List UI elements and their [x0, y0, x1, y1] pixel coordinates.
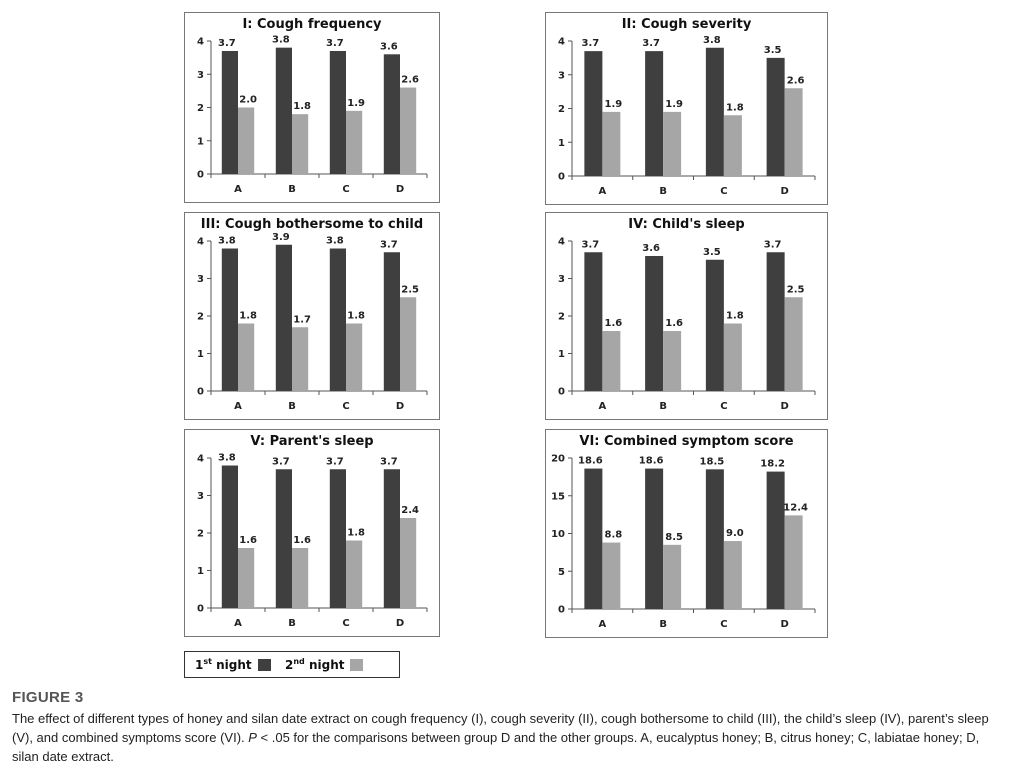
- bar-first-night: [384, 469, 400, 608]
- bar-second-night: [785, 515, 803, 609]
- data-label-first-night: 3.7: [326, 456, 344, 468]
- bar-first-night: [330, 469, 346, 608]
- bar-second-night: [724, 541, 742, 609]
- bar-second-night: [663, 112, 681, 176]
- y-tick-label: 2: [558, 104, 565, 115]
- y-tick-label: 2: [197, 311, 204, 323]
- data-label-first-night: 3.7: [763, 239, 782, 251]
- figure-caption-title: FIGURE 3: [12, 689, 84, 706]
- x-category-label: C: [342, 401, 350, 412]
- y-tick-label: 3: [558, 70, 565, 82]
- x-category-label: D: [395, 401, 405, 412]
- bar-first-night: [584, 51, 602, 176]
- bar-first-night: [276, 245, 292, 391]
- bar-first-night: [276, 48, 292, 174]
- x-category-label: B: [288, 618, 296, 629]
- y-tick-label: 4: [558, 36, 565, 48]
- y-tick-label: 0: [558, 171, 565, 183]
- x-category-label: C: [342, 618, 350, 629]
- data-label-first-night: 3.8: [703, 34, 721, 46]
- x-category-label: C: [720, 186, 728, 197]
- bar-chart-svg: [185, 213, 441, 421]
- data-label-first-night: 3.6: [642, 243, 660, 254]
- bar-chart-svg: [546, 430, 829, 639]
- bar-first-night: [330, 249, 346, 392]
- chart-panel-6: [545, 429, 828, 638]
- x-category-label: D: [395, 618, 405, 629]
- figure-caption-text: The effect of different types of honey and silan date extract on cough frequency (I), cough severity (II), cough bothersome to child (III), the child’s sleep (IV), parent’s sleep (V), and combined symptoms score (VI). P < .05 for the comparisons between group D and the other groups. A, eucalyptus honey; B, citrus honey; C, labiatae honey; D, silan date extract.: [12, 711, 989, 764]
- y-tick-label: 2: [558, 311, 565, 323]
- y-tick-label: 20: [551, 453, 565, 465]
- x-category-label: A: [598, 401, 607, 412]
- x-category-label: D: [780, 619, 789, 630]
- chart-title: V: Parent's sleep: [250, 434, 374, 449]
- bar-second-night: [602, 543, 620, 609]
- data-label-first-night: 18.2: [760, 458, 785, 470]
- y-tick-label: 2: [197, 528, 204, 540]
- bar-second-night: [292, 548, 308, 608]
- y-tick-label: 1: [197, 349, 204, 360]
- bar-second-night: [400, 518, 416, 608]
- data-label-first-night: 3.5: [763, 44, 782, 56]
- y-tick-label: 1: [197, 136, 204, 148]
- legend-entry-first-night: [195, 657, 271, 672]
- bar-chart-svg: [546, 213, 829, 421]
- data-label-first-night: 3.8: [218, 452, 236, 464]
- x-category-label: D: [780, 186, 789, 197]
- y-tick-label: 0: [558, 604, 565, 616]
- y-tick-label: 1: [197, 566, 204, 577]
- bar-second-night: [602, 112, 620, 176]
- legend-label-second-night: 2nd night: [285, 657, 345, 672]
- bar-second-night: [346, 541, 362, 609]
- data-label-second-night: 1.9: [665, 98, 683, 110]
- data-label-second-night: 1.6: [293, 535, 311, 546]
- x-category-label: B: [288, 401, 296, 412]
- data-label-second-night: 9.0: [726, 528, 744, 540]
- bar-first-night: [222, 466, 238, 609]
- data-label-second-night: 2.6: [401, 74, 419, 86]
- bar-first-night: [706, 260, 724, 391]
- bar-second-night: [238, 324, 254, 392]
- x-category-label: A: [234, 184, 242, 195]
- data-label-second-night: 8.5: [665, 531, 683, 543]
- bar-first-night: [584, 469, 602, 609]
- bar-first-night: [767, 472, 785, 609]
- data-label-second-night: 2.0: [239, 94, 257, 106]
- chart-panel-4: [545, 212, 828, 420]
- y-tick-label: 2: [197, 103, 204, 114]
- data-label-second-night: 2.5: [786, 284, 805, 296]
- bar-first-night: [645, 469, 663, 609]
- bar-first-night: [706, 48, 724, 176]
- x-category-label: C: [720, 619, 728, 630]
- data-label-first-night: 3.8: [218, 235, 236, 247]
- y-tick-label: 10: [551, 529, 565, 540]
- data-label-first-night: 3.5: [703, 246, 721, 258]
- bar-first-night: [706, 469, 724, 609]
- data-label-first-night: 3.7: [581, 239, 600, 251]
- bar-second-night: [346, 324, 362, 392]
- y-tick-label: 5: [558, 566, 565, 578]
- x-category-label: B: [659, 619, 667, 630]
- y-tick-label: 4: [197, 453, 204, 465]
- chart-title: III: Cough bothersome to child: [200, 217, 424, 232]
- chart-legend: [184, 651, 400, 678]
- y-tick-label: 1: [558, 349, 565, 360]
- data-label-first-night: 18.6: [578, 455, 603, 467]
- y-tick-label: 0: [558, 386, 565, 398]
- x-category-label: C: [720, 401, 728, 412]
- bar-second-night: [785, 297, 803, 391]
- data-label-second-night: 1.8: [726, 102, 744, 114]
- y-tick-label: 3: [197, 491, 204, 502]
- legend-label-first-night: 1st night: [195, 657, 252, 672]
- data-label-second-night: 12.4: [783, 502, 808, 514]
- data-label-second-night: 1.8: [347, 527, 365, 539]
- data-label-second-night: 1.8: [726, 310, 744, 322]
- data-label-first-night: 18.5: [699, 456, 725, 468]
- bar-chart-svg: [185, 430, 441, 638]
- x-category-label: B: [288, 184, 296, 195]
- x-category-label: A: [234, 618, 242, 629]
- y-tick-label: 0: [197, 169, 204, 181]
- data-label-second-night: 1.6: [665, 318, 683, 329]
- legend-swatch-second-night: [350, 659, 363, 671]
- x-category-label: C: [342, 184, 350, 195]
- x-category-label: A: [598, 186, 607, 197]
- y-tick-label: 0: [197, 603, 204, 615]
- bar-second-night: [663, 545, 681, 609]
- data-label-first-night: 18.6: [638, 455, 664, 467]
- x-category-label: D: [780, 401, 789, 412]
- y-tick-label: 15: [551, 491, 565, 503]
- chart-panel-2: [545, 12, 828, 205]
- data-label-first-night: 3.7: [326, 37, 344, 49]
- x-category-label: A: [234, 401, 242, 412]
- chart-panel-3: [184, 212, 440, 420]
- data-label-second-night: 8.8: [604, 529, 623, 541]
- data-label-first-night: 3.7: [218, 37, 236, 49]
- bar-second-night: [663, 331, 681, 391]
- chart-title: IV: Child's sleep: [628, 217, 745, 232]
- x-category-label: B: [659, 401, 667, 412]
- data-label-first-night: 3.7: [642, 38, 660, 50]
- data-label-second-night: 1.7: [293, 314, 311, 326]
- data-label-first-night: 3.8: [326, 235, 344, 247]
- data-label-second-night: 1.8: [239, 310, 257, 322]
- bar-first-night: [767, 58, 785, 176]
- data-label-first-night: 3.7: [272, 456, 290, 468]
- data-label-first-night: 3.9: [272, 231, 290, 243]
- x-category-label: B: [659, 186, 667, 197]
- data-label-first-night: 3.7: [380, 239, 398, 251]
- bar-first-night: [222, 51, 238, 174]
- bar-second-night: [346, 111, 362, 174]
- bar-first-night: [584, 252, 602, 391]
- bar-chart-svg: [185, 13, 441, 204]
- bar-second-night: [602, 331, 620, 391]
- bar-second-night: [238, 548, 254, 608]
- x-category-label: D: [395, 184, 405, 195]
- data-label-second-night: 1.6: [239, 535, 257, 546]
- data-label-first-night: 3.6: [380, 41, 398, 53]
- bar-first-night: [330, 51, 346, 174]
- data-label-second-night: 2.5: [401, 284, 419, 296]
- y-tick-label: 4: [558, 236, 565, 248]
- bar-first-night: [384, 252, 400, 391]
- bar-second-night: [400, 297, 416, 391]
- bar-second-night: [724, 324, 742, 392]
- y-tick-label: 4: [197, 36, 204, 48]
- bar-first-night: [276, 469, 292, 608]
- data-label-second-night: 2.6: [786, 75, 805, 87]
- data-label-first-night: 3.7: [581, 38, 600, 50]
- chart-panel-1: [184, 12, 440, 203]
- y-tick-label: 3: [197, 274, 204, 285]
- bar-first-night: [384, 54, 400, 174]
- data-label-second-night: 1.8: [347, 310, 365, 322]
- bar-second-night: [785, 88, 803, 176]
- bar-second-night: [238, 108, 254, 175]
- bar-second-night: [724, 115, 742, 176]
- legend-entry-second-night: [285, 657, 363, 672]
- y-tick-label: 4: [197, 236, 204, 248]
- data-label-second-night: 1.6: [604, 318, 623, 329]
- y-tick-label: 1: [558, 137, 565, 149]
- x-category-label: A: [598, 619, 607, 630]
- chart-panel-5: [184, 429, 440, 637]
- y-tick-label: 3: [558, 274, 565, 285]
- bar-first-night: [645, 256, 663, 391]
- chart-title: I: Cough frequency: [242, 17, 382, 32]
- data-label-second-night: 1.9: [604, 98, 623, 110]
- bar-first-night: [222, 249, 238, 392]
- y-tick-label: 0: [197, 386, 204, 398]
- bar-first-night: [645, 51, 663, 176]
- data-label-second-night: 2.4: [401, 505, 419, 516]
- bar-second-night: [292, 114, 308, 174]
- bar-first-night: [767, 252, 785, 391]
- data-label-second-night: 1.8: [293, 101, 311, 113]
- data-label-first-night: 3.7: [380, 456, 398, 468]
- data-label-first-night: 3.8: [272, 34, 290, 46]
- chart-title: VI: Combined symptom score: [579, 434, 794, 449]
- bar-second-night: [292, 327, 308, 391]
- data-label-second-night: 1.9: [347, 97, 365, 109]
- chart-title: II: Cough severity: [621, 17, 752, 32]
- bar-second-night: [400, 88, 416, 174]
- y-tick-label: 3: [197, 69, 204, 81]
- bar-chart-svg: [546, 13, 829, 206]
- legend-swatch-first-night: [258, 659, 271, 671]
